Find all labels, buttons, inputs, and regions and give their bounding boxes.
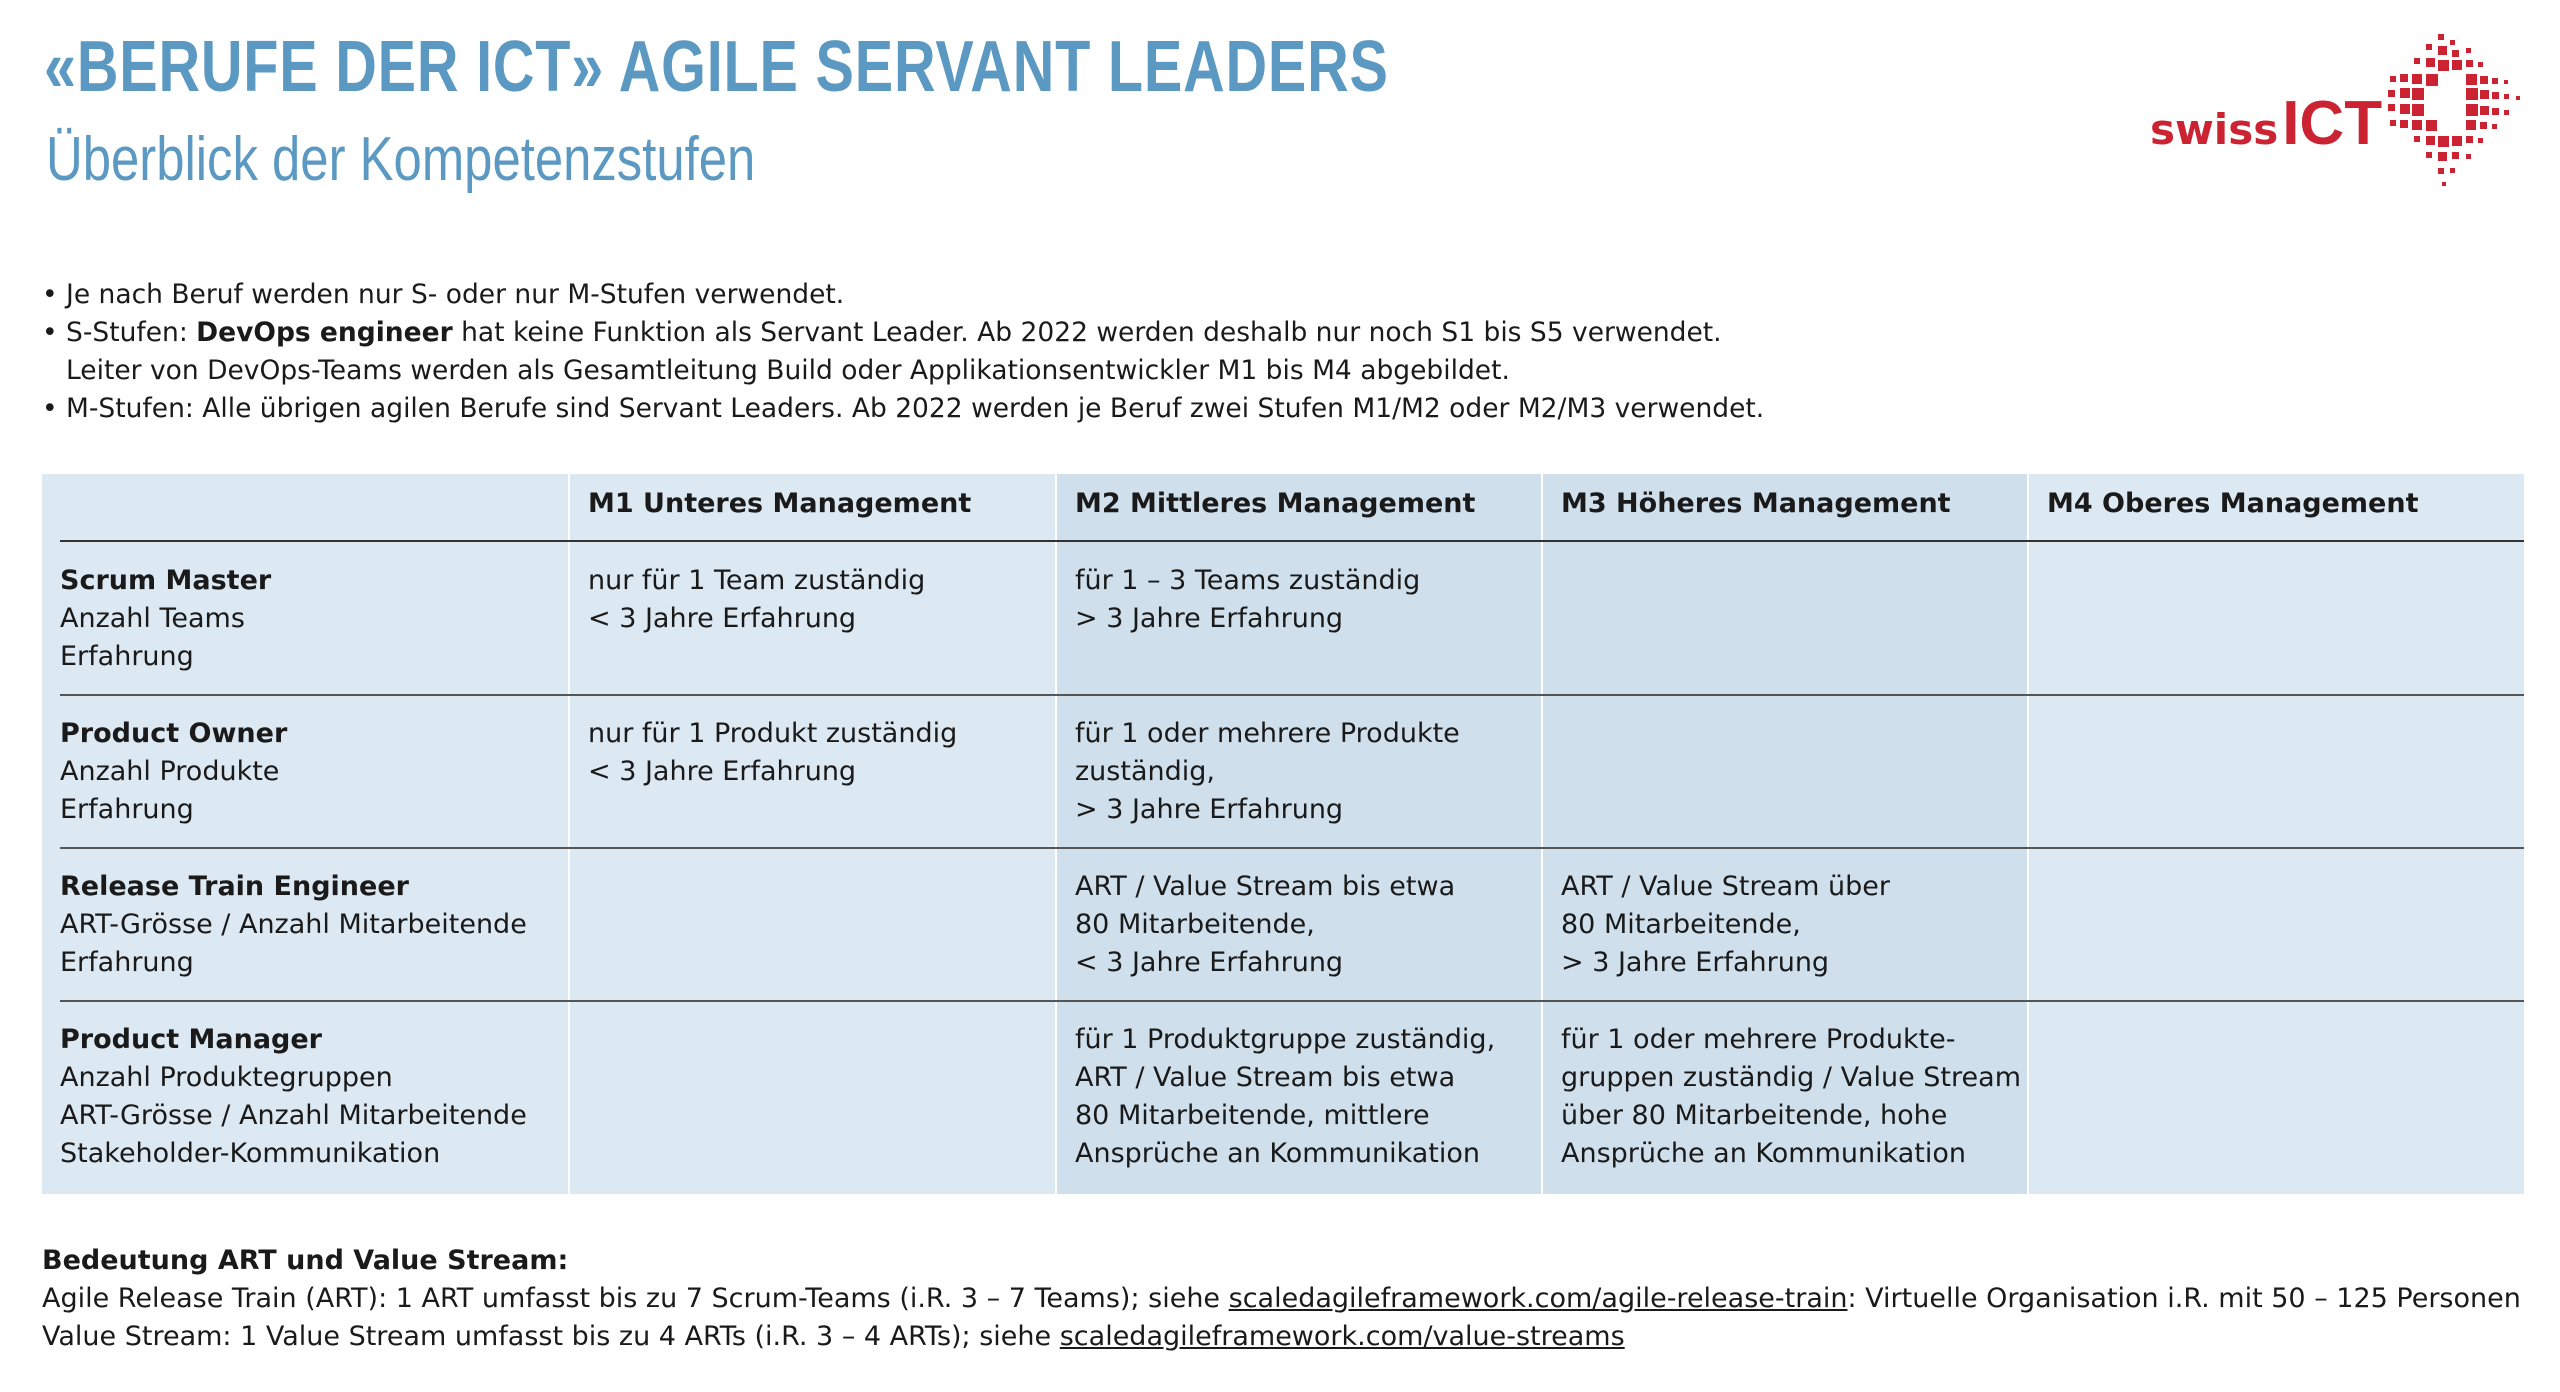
cell-product-manager-m2: für 1 Produktgruppe zuständig, ART / Value Stream bis etwa 80 Mitarbeitende, mittlere Ansprüche an Kommunikation bbox=[1075, 1024, 1496, 1169]
logo-ict-text: ICT bbox=[2282, 89, 2383, 158]
cell-product-manager-m3: für 1 oder mehrere Produkte- gruppen zuständig / Value Stream über 80 Mitarbeitende, hohe Ansprüche an Kommunikation bbox=[1561, 1024, 2021, 1169]
bullet-item: • M-Stufen: Alle übrigen agilen Berufe sind Servant Leaders. Ab 2022 werden je Beruf zwei Stufen M1/M2 oder M2/M3 verwendet. bbox=[42, 393, 1765, 424]
bullet-item: • Je nach Beruf werden nur S- oder nur M-Stufen verwendet. bbox=[42, 279, 845, 310]
footer-value-stream-line: Value Stream: 1 Value Stream umfasst bis zu 4 ARTs (i.R. 3 – 4 ARTs); siehe scaledagileframework.com/value-streams bbox=[42, 1321, 1625, 1352]
row-label-scrum-master: Scrum Master Anzahl Teams Erfahrung bbox=[60, 565, 272, 672]
cell-rte-m3: ART / Value Stream über 80 Mitarbeitende, > 3 Jahre Erfahrung bbox=[1561, 871, 1890, 978]
footer-art-line: Agile Release Train (ART): 1 ART umfasst bis zu 7 Scrum-Teams (i.R. 3 – 7 Teams); siehe scaledagileframework.com/agile-release-train: Virtuelle Organisation i.R. mit 50 – 125 Personen bbox=[42, 1283, 2521, 1314]
logo-swiss-text: swiss bbox=[2150, 105, 2279, 154]
bullet-continuation: Leiter von DevOps-Teams werden als Gesamtleitung Build oder Applikationsentwickler M1 bis M4 abgebildet. bbox=[66, 355, 1510, 386]
logo-dot-cross-icon bbox=[2370, 30, 2530, 200]
competency-table bbox=[42, 474, 2524, 1194]
row-label-release-train-engineer: Release Train Engineer ART-Grösse / Anzahl Mitarbeitende Erfahrung bbox=[60, 871, 527, 978]
table-column-m4 bbox=[2029, 474, 2524, 1194]
cell-scrum-master-m1: nur für 1 Team zuständig < 3 Jahre Erfahrung bbox=[588, 565, 926, 634]
bullet-item: • S-Stufen: DevOps engineer hat keine Funktion als Servant Leader. Ab 2022 werden deshalb nur noch S1 bis S5 verwendet. bbox=[42, 317, 1722, 348]
intro-bullet-list bbox=[42, 276, 1764, 428]
column-header-m1: M1 Unteres Management bbox=[588, 488, 972, 519]
column-header-m2: M2 Mittleres Management bbox=[1075, 488, 1476, 519]
agile-release-train-link[interactable]: scaledagileframework.com/agile-release-train bbox=[1228, 1283, 1848, 1314]
column-header-m3: M3 Höheres Management bbox=[1561, 488, 1951, 519]
cell-product-owner-m1: nur für 1 Produkt zuständig < 3 Jahre Erfahrung bbox=[588, 718, 958, 787]
row-divider bbox=[60, 847, 2524, 849]
devops-engineer-label: DevOps engineer bbox=[196, 317, 453, 348]
row-divider bbox=[60, 694, 2524, 696]
header-divider bbox=[60, 540, 2524, 542]
page-subtitle: Überblick der Kompetenzstufen bbox=[46, 125, 756, 194]
cell-rte-m2: ART / Value Stream bis etwa 80 Mitarbeitende, < 3 Jahre Erfahrung bbox=[1075, 871, 1456, 978]
swissict-logo bbox=[2150, 30, 2530, 205]
row-label-product-manager: Product Manager Anzahl Produktegruppen ART-Grösse / Anzahl Mitarbeitende Stakeholder-Kommunikation bbox=[60, 1024, 527, 1169]
footer-notes bbox=[42, 1242, 2521, 1356]
value-streams-link[interactable]: scaledagileframework.com/value-streams bbox=[1059, 1321, 1625, 1352]
cell-scrum-master-m2: für 1 – 3 Teams zuständig > 3 Jahre Erfahrung bbox=[1075, 565, 1421, 634]
page-title: «BERUFE DER ICT» AGILE SERVANT LEADERS bbox=[44, 27, 1389, 107]
row-label-product-owner: Product Owner Anzahl Produkte Erfahrung bbox=[60, 718, 288, 825]
row-divider bbox=[60, 1000, 2524, 1002]
cell-product-owner-m2: für 1 oder mehrere Produkte zuständig, > 3 Jahre Erfahrung bbox=[1075, 718, 1460, 825]
column-header-m4: M4 Oberes Management bbox=[2047, 488, 2419, 519]
footer-heading: Bedeutung ART und Value Stream: bbox=[42, 1245, 569, 1276]
